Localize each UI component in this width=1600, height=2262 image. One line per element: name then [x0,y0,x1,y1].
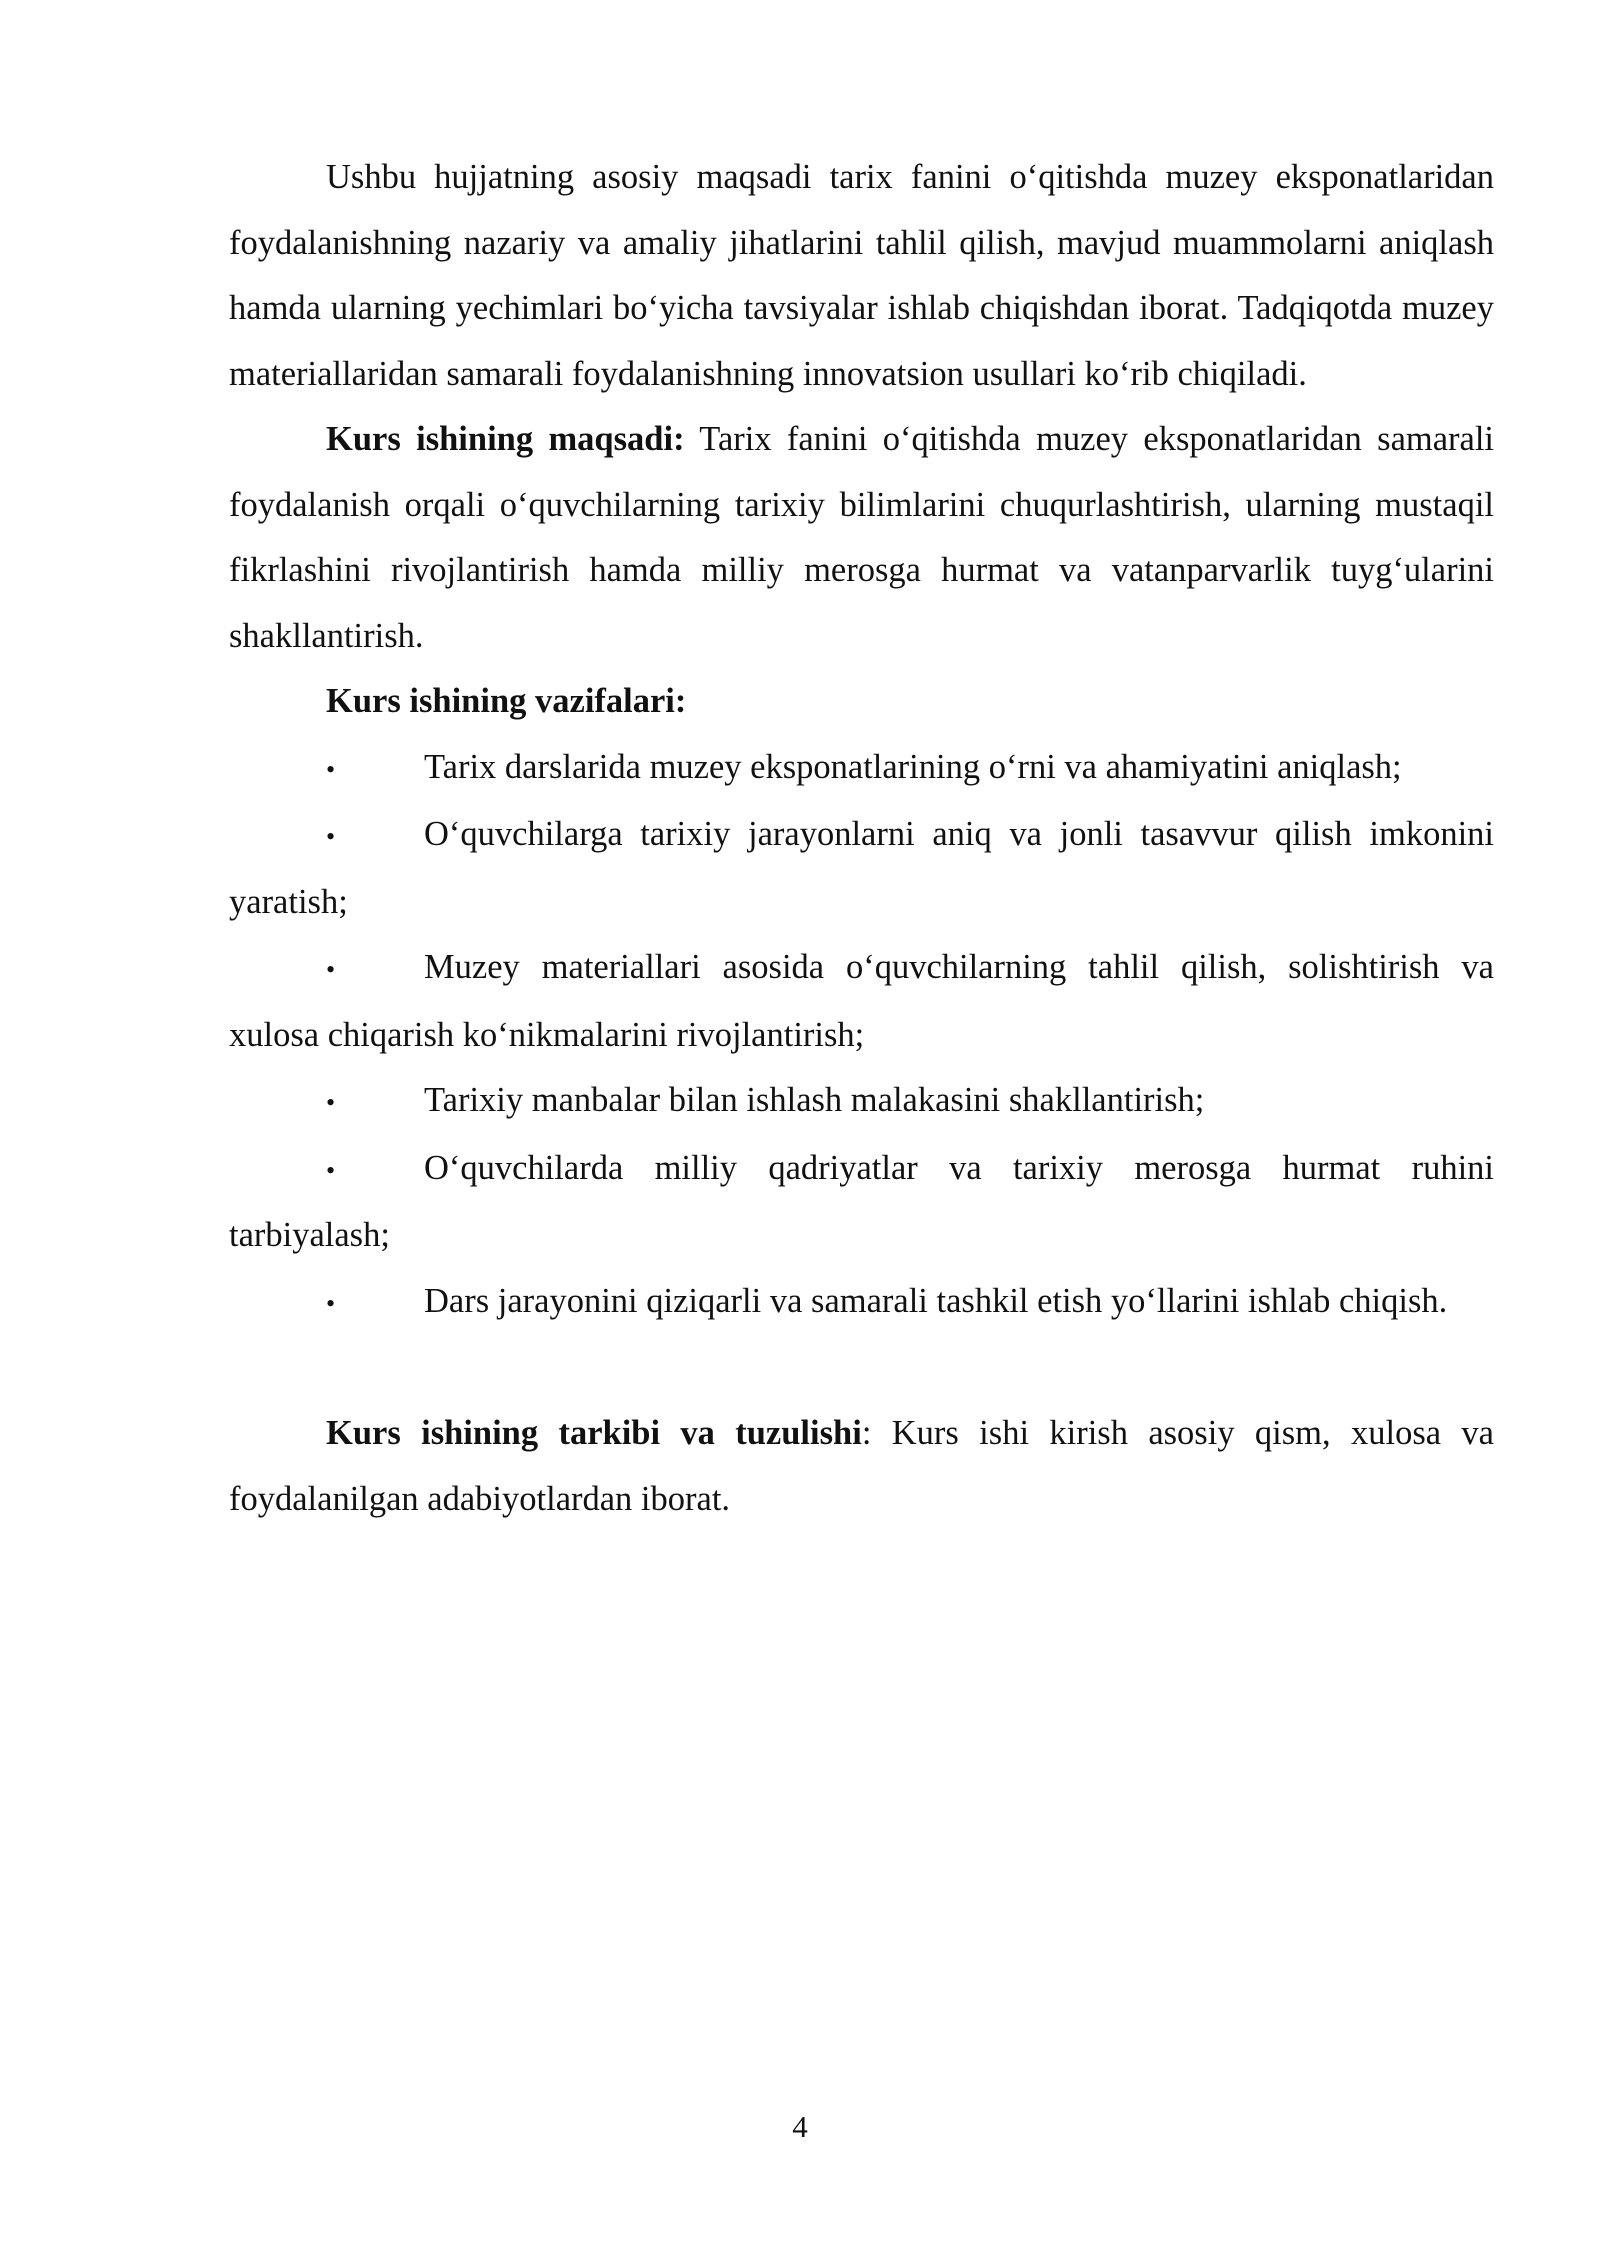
bullet-icon: • [326,822,336,851]
list-item-text: O‘quvchilarda milliy qadriyatlar va tarixiy merosga hurmat ruhini tarbiyalash; [229,1148,1494,1254]
list-item [229,935,1494,1068]
bullet-icon: • [326,754,336,784]
bullet-icon: • [326,1155,336,1185]
list-item-text: O‘quvchilarga tarixiy jarayonlarni aniq va jonli tasavvur qilish imkonini yaratish; [229,815,1494,921]
list-item-text: Muzey materiallari asosida o‘quvchilarning tahlil qilish, solishtirish va xulosa chiqarish ko‘nikmalarini rivojlantirish; [229,948,1494,1054]
page-number: 4 [792,2109,808,2144]
tasks-heading: Kurs ishining vazifalari: [326,682,687,720]
goal-text: Tarix fanini o‘qitishda muzey eksponatlaridan samarali foydalanish orqali o‘quvchilarning tarixiy bilimlarini chuqurlashtirish, ularning mustaqil fikrlashini rivojlantirish hamda milliy merosga hurmat va vatanparvarlik tuyg‘ularini shakllantirish. [229,420,1494,655]
list-item [229,802,1494,935]
tasks-list [229,735,1494,1337]
goal-paragraph [229,407,1494,669]
intro-paragraph: Ushbu hujjatning asosiy maqsadi tarix fanini o‘qitishda muzey eksponatlaridan foydalanishning nazariy va amaliy jihatlarini tahlil qilish, mavjud muammolarni aniqlash hamda ularning yechimlari bo‘yicha tavsiyalar ishlab chiqishdan iborat. Tadqiqotda muzey materiallaridan samarali foydalanishning innovatsion usullari ko‘rib chiqiladi. [229,158,1494,393]
paragraph-spacer [229,1336,1494,1401]
list-item [229,1068,1494,1136]
list-item-text: Tarixiy manbalar bilan ishlash malakasini shakllantirish; [424,1081,1205,1119]
structure-text: : Kurs ishi kirish asosiy qism, xulosa va foydalanilgan adabiyotlardan iborat. [229,1414,1494,1518]
bullet-icon: • [326,955,336,984]
list-item [229,1269,1494,1337]
bullet-icon: • [326,1288,336,1318]
list-item [229,735,1494,803]
structure-heading: Kurs ishining tarkibi va tuzulishi [326,1414,862,1452]
list-item-text: Dars jarayonini qiziqarli va samarali tashkil etish yo‘llarini ishlab chiqish. [424,1281,1448,1320]
list-item [229,1136,1494,1269]
list-item-text: Tarix darslarida muzey eksponatlarining o‘rni va ahamiyatini aniqlash; [424,747,1402,786]
structure-paragraph [229,1401,1494,1532]
document-body [229,145,1494,1532]
tasks-heading-paragraph [229,669,1494,735]
goal-heading: Kurs ishining maqsadi: [326,420,685,458]
bullet-icon: • [326,1088,336,1117]
